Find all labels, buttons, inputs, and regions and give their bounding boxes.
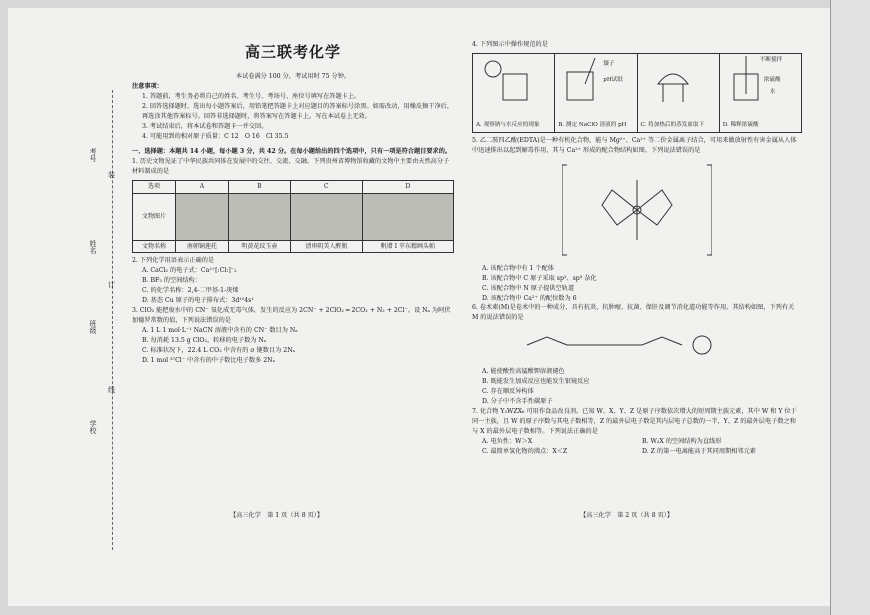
question-6: 6. 卷术素(M)是卷术中的一种成分，具有抗炎、抗肿瘤、抗菌、保肝及调节消化道功能等作用。其结构如图，下列有关 M 的说法错误的是 (472, 304, 795, 322)
question-2: 2. 下列化学用语表示正确的是 (132, 257, 215, 265)
artifact-photo (228, 193, 290, 240)
artifact-name: 南朝铜莲托 (176, 240, 229, 253)
note-item: 2. 回答选择题时，选出每小题答案后，用铅笔把答题卡上对应题目的答案标号涂黑。如需改动，用橡皮擦干净后，再选涂其他答案标号。回答非选择题时，将答案写在答题卡上。写在本试卷上无效。 (142, 102, 454, 120)
binding-label: 姓名 (89, 240, 97, 254)
binding-mark: 线 (108, 386, 115, 394)
table-header: B (228, 181, 290, 194)
artifact-name: 帆增 Ⅰ 苹东精画头帕 (362, 240, 453, 253)
option: D. 1 mol ³⁷Cl⁻ 中含有的中子数比电子数多 2Nₐ (142, 356, 275, 364)
notes-heading: 注意事项： (132, 82, 163, 90)
option-row (472, 437, 802, 447)
apparatus-figure (472, 53, 802, 133)
question-3: 3. ClO₂ 能把废水中的 CN⁻ 氧化成无毒气体，发生的反应为 2CN⁻ + 2ClO₂ ═ 2CO₂ + N₂ + 2Cl⁻。设 Nₐ 为阿伏加德罗常数的值，下列说法错误的是 (132, 307, 451, 324)
option-row (472, 447, 802, 457)
option: B. 既能发生加成反应也能发生银镜反应 (482, 378, 590, 386)
note-item: 1. 答题前，考生务必将自己的姓名、考生号、考场号、座位号填写在答题卡上。 (142, 92, 361, 100)
option: B. W₂X 的空间结构为直线形 (642, 437, 722, 445)
table-header: C (290, 181, 362, 194)
beaker-icon (473, 54, 543, 104)
exam-title: 高三联考化学 (244, 43, 341, 61)
binding-mark: 订 (108, 281, 115, 289)
page-footer: 【高三化学 第 2 页（共 8 页）】 (580, 512, 674, 519)
option: B. 该配合物中 C 原子采取 sp²、sp³ 杂化 (482, 274, 597, 282)
section-heading: 一、选择题：本题共 14 小题，每小题 3 分，共 42 分。在每小题给出的四个选项中，只有一项是符合题目要求的。 (132, 148, 452, 156)
apparatus-b (555, 54, 637, 132)
edta-complex-structure (562, 160, 712, 260)
option: C. 该配合物中 N 原子提供空轨道 (482, 284, 575, 292)
artifact-photo (290, 193, 362, 240)
artifact-name: 明黄花纹玉壶 (228, 240, 290, 253)
artifact-table (132, 180, 454, 253)
binding-label: 考号 (89, 148, 97, 162)
option: C. 的化学名称：2,4-二甲基-1-庚烯 (142, 287, 239, 295)
note-item: 3. 考试结束后，将本试卷和答题卡一并交回。 (142, 122, 268, 130)
option: B. 每消耗 13.5 g ClO₂，转移的电子数为 Nₐ (142, 336, 267, 344)
option: C. 最简单氢化物的沸点：X＜Z (482, 447, 568, 455)
option: D. 分子中不含手性碳原子 (482, 397, 553, 405)
apparatus-tag: pH试纸 (603, 76, 623, 83)
apparatus-tag: 不断搅拌 (759, 56, 783, 63)
apparatus-c (638, 54, 720, 132)
binding-label: 学校 (89, 420, 97, 434)
apparatus-tag: 镊子 (603, 60, 615, 67)
binding-line (112, 90, 113, 550)
table-row-label: 文物名称 (133, 240, 176, 253)
table-row-label: 文物图片 (133, 193, 176, 240)
option: A. 能使酸性高锰酸钾溶液褪色 (482, 368, 565, 376)
artifact-name: 清串阴美人醉瓶 (290, 240, 362, 253)
binding-label: 班级 (89, 320, 97, 334)
question-4: 4. 下列图示中操作规范的是 (472, 41, 548, 48)
page-footer: 【高三化学 第 1 页（共 8 页）】 (230, 512, 324, 519)
flame-icon (638, 54, 708, 104)
binding-mark: 装 (108, 171, 115, 179)
apparatus-label: D. 稀释浓硫酸 (722, 121, 759, 128)
artifact-photo (362, 193, 453, 240)
option: A. 1 L 1 mol·L⁻¹ NaCN 溶液中含有的 CN⁻ 数目为 Nₐ (142, 326, 298, 334)
table-header: D (362, 181, 453, 194)
option: C. 标准状况下，22.4 L CO₂ 中含有的 σ 键数目为 2Nₐ (142, 346, 296, 354)
apparatus-tag: 浓硫酸 (763, 76, 781, 83)
note-item: 4. 可能用到的相对原子质量：C 12 O 16 Cl 35.5 (142, 132, 289, 140)
apparatus-label: C. 将加热后的蒸发皿取下 (640, 121, 705, 128)
table-header: 选项 (133, 181, 176, 194)
option: B. BF₃ 的空间结构： (142, 277, 201, 285)
apparatus-label: B. 测定 NaClO 溶液的 pH (558, 121, 627, 128)
artifact-photo (176, 193, 229, 240)
option: D. 基态 Cu 原子的电子排布式：3d¹⁰4s¹ (142, 297, 254, 305)
option: C. 存在顺反异构体 (482, 388, 534, 396)
intro-text: 本试卷满分 100 分，考试用时 75 分钟。 (235, 73, 351, 80)
right-column (472, 40, 802, 457)
question-1: 1. 历史文物见证了中华民族共同体在发展中的交往、交流、交融。下列贵州省博物馆收藏的文物中主要由天然高分子材料制成的是 (132, 158, 450, 176)
option: A. CaCl₂ 的电子式：Ca²⁺[:Cl:]⁻₂ (142, 267, 237, 275)
option: A. 该配合物中有 1 个配体 (482, 264, 554, 272)
apparatus-a (473, 54, 555, 132)
option: D. 该配合物中 Ca²⁺ 的配位数为 6 (482, 294, 577, 302)
edta-structure-drawing (562, 160, 712, 260)
option: D. Z 的第一电离能高于其同周期相邻元素 (642, 447, 756, 455)
left-column (132, 40, 454, 366)
option: A. 电负性：W＞X (482, 437, 533, 445)
apparatus-d (720, 54, 801, 132)
molecule-m-structure (522, 325, 722, 361)
apparatus-tag: 水 (769, 88, 776, 95)
apparatus-label: A. 观察钠与水反应的现象 (476, 121, 540, 128)
question-7: 7. 化合物 Y₃WZX₆ 可用作食品改良剂。已知 W、X、Y、Z 是原子序数依次增大的短周期主族元素，其中 W 和 Y 位于同一主族，且 W 的原子序数与其电子数相等，Z 的最外层电子数是其内层电子总数的一半，Y、Z 的最外层电子数之和与 X 的最外层电子数相等。下列说法正确的是 (472, 407, 797, 435)
table-header: A (176, 181, 229, 194)
question-5: 5. 乙二胺四乙酸(EDTA)是一种有机化合物，能与 Mg²⁺、Ca²⁺ 等二价金属离子结合，可用来做放射性有害金属从人体中迅速排出以起到解毒作用，其与 Ca²⁺ 形成的配合物结构如图。下列说法错误的是 (472, 136, 797, 154)
page-edge (830, 0, 870, 615)
